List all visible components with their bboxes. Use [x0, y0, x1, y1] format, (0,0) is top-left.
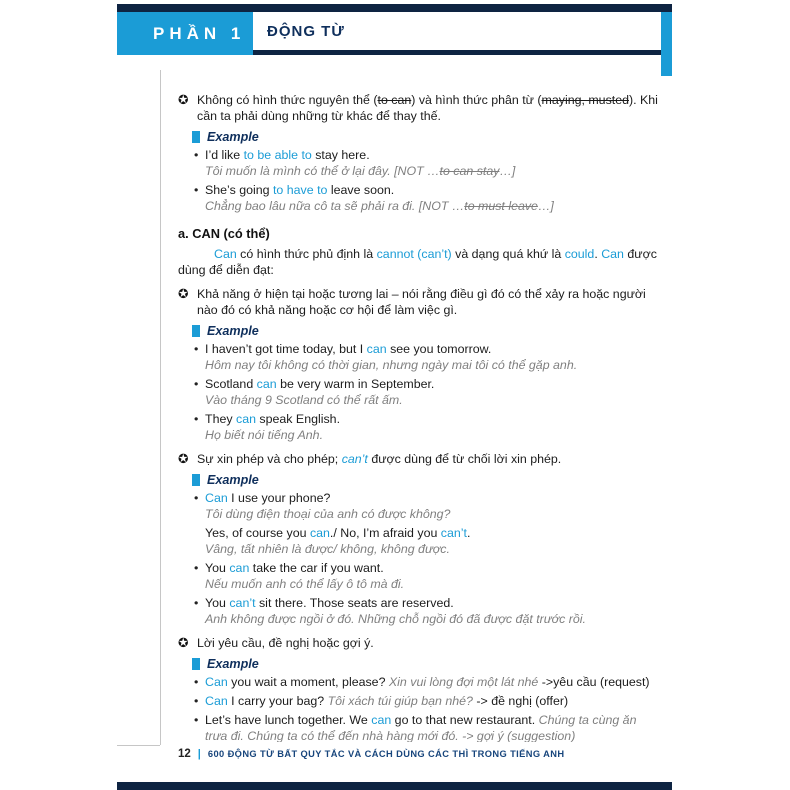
text-segment: you wait a moment, please? — [227, 675, 389, 689]
star-bullet-icon: ✪ — [178, 452, 189, 466]
text-segment: can — [236, 412, 256, 426]
sentence-line — [205, 182, 658, 198]
example-label-text: Example — [207, 657, 259, 671]
example-item-lines — [205, 712, 658, 742]
text-segment: …] — [537, 199, 554, 213]
text-segment: I’d like — [205, 148, 244, 162]
header-band — [117, 12, 672, 55]
text-segment: I carry your bag? — [227, 694, 328, 708]
text-segment: to be able to — [243, 148, 312, 162]
paragraph — [178, 246, 658, 278]
bullet-icon: • — [194, 377, 199, 391]
example-label — [192, 656, 658, 672]
chapter-title-box — [253, 12, 661, 50]
bullet-icon: • — [194, 675, 199, 689]
example-item — [194, 341, 658, 373]
example-item-lines — [205, 490, 658, 522]
bullet-icon: • — [194, 561, 199, 575]
translation-line — [205, 541, 658, 557]
sentence-line — [205, 490, 658, 506]
page-content — [178, 84, 658, 742]
text-segment: cannot (can’t) — [376, 247, 452, 261]
text-segment: Can — [205, 675, 228, 689]
text-segment: Chúng ta cùng ăn trưa đi. Chúng ta có thể đến nhà hàng mới đó. -> gợi ý (suggestion) — [205, 713, 637, 742]
text-segment: Tôi muốn là mình có thể ở lại đây. [NOT … — [205, 164, 440, 178]
example-item-lines — [205, 693, 658, 709]
text-segment: và dạng quá khứ là — [451, 247, 565, 261]
text-segment: to must leave — [464, 199, 538, 213]
text-segment: Scotland — [205, 377, 257, 391]
text-segment: to can stay — [439, 164, 500, 178]
text-segment: Tôi dùng điện thoại của anh có được không? — [205, 507, 451, 521]
text-segment: được dùng để từ chối lời xin phép. — [367, 452, 562, 466]
text-segment: I haven’t got time today, but I — [205, 342, 367, 356]
example-item — [194, 560, 658, 592]
text-segment: Chẳng bao lâu nữa cô ta sẽ phải ra đi. [NOT … — [205, 199, 465, 213]
note-text — [197, 287, 646, 317]
text-segment: speak English. — [255, 412, 341, 426]
text-segment: Không có hình thức nguyên thể ( — [197, 93, 378, 107]
text-segment: được dùng để diễn đạt: — [178, 247, 657, 277]
text-segment: ). Khi cần ta phải dùng những từ khác để thay thế. — [197, 93, 658, 123]
example-label-text: Example — [207, 473, 259, 487]
bullet-icon: • — [194, 596, 199, 610]
text-segment: Lời yêu cầu, đề nghị hoặc gợi ý. — [197, 636, 374, 650]
text-segment: Họ biết nói tiếng Anh. — [205, 428, 324, 442]
example-item-lines — [205, 411, 658, 443]
text-segment: can — [366, 342, 387, 356]
text-segment: ./ No, I’m afraid you — [329, 526, 441, 540]
sentence-line — [205, 712, 658, 742]
example-marker-icon — [192, 474, 200, 486]
text-segment: . — [594, 247, 602, 261]
text-segment: can’t — [229, 596, 256, 610]
example-item-lines — [205, 525, 658, 557]
text-segment: ) và hình thức phân từ ( — [411, 93, 542, 107]
sentence-line — [205, 674, 658, 690]
translation-line — [205, 198, 658, 214]
text-segment: Nếu muốn anh có thể lấy ô tô mà đi. — [205, 577, 405, 591]
note-paragraph — [178, 635, 658, 651]
translation-line — [205, 427, 658, 443]
text-segment: stay here. — [311, 148, 370, 162]
text-segment: -> đề nghị (offer) — [472, 694, 569, 708]
example-item-lines — [205, 376, 658, 408]
example-marker-icon — [192, 325, 200, 337]
sentence-line — [205, 411, 658, 427]
section-heading — [178, 226, 658, 242]
text-segment: Can — [214, 247, 237, 261]
text-segment: could — [564, 247, 595, 261]
example-item — [194, 693, 658, 709]
text-segment: có hình thức phủ định là — [236, 247, 377, 261]
text-segment: Can — [601, 247, 624, 261]
text-segment: can — [309, 526, 330, 540]
example-item-lines — [205, 674, 658, 690]
translation-line — [205, 506, 658, 522]
example-item — [194, 147, 658, 179]
text-segment: sit there. Those seats are reserved. — [255, 596, 454, 610]
example-item — [194, 674, 658, 690]
bullet-icon: • — [194, 148, 199, 162]
bullet-icon: • — [194, 183, 199, 197]
text-segment: a. CAN (có thể) — [178, 226, 270, 241]
translation-line — [205, 611, 658, 627]
text-segment: …] — [499, 164, 516, 178]
text-segment: maying, musted — [541, 93, 629, 107]
text-segment: Vâng, tất nhiên là được/ không, không được. — [205, 542, 450, 556]
text-segment: You — [205, 596, 230, 610]
example-item-lines — [205, 341, 658, 373]
note-paragraph — [178, 451, 658, 467]
text-segment: She’s going — [205, 183, 273, 197]
title-underline — [253, 50, 661, 55]
chapter-title: ĐỘNG TỪ — [267, 22, 345, 40]
bullet-icon: • — [194, 713, 199, 727]
text-segment: Let’s have lunch together. We — [205, 713, 372, 727]
text-segment: leave soon. — [327, 183, 395, 197]
note-text — [197, 93, 658, 123]
example-item-lines — [205, 595, 658, 627]
example-label — [192, 472, 658, 488]
translation-line — [205, 576, 658, 592]
note-text — [197, 636, 374, 650]
sentence-line — [205, 341, 658, 357]
star-bullet-icon: ✪ — [178, 636, 189, 650]
text-segment: Sự xin phép và cho phép; — [197, 452, 342, 466]
header-right-tab — [661, 12, 672, 76]
text-segment: can — [371, 713, 392, 727]
text-segment: to can — [377, 93, 412, 107]
text-segment: You — [205, 561, 230, 575]
footer-book-title: 600 ĐỘNG TỪ BẤT QUY TẮC VÀ CÁCH DÙNG CÁC THÌ TRONG TIẾNG ANH — [207, 749, 565, 759]
sentence-line — [205, 595, 658, 611]
text-segment: Vào tháng 9 Scotland có thể rất ấm. — [205, 393, 403, 407]
content-blocks — [178, 92, 658, 742]
star-bullet-icon: ✪ — [178, 93, 189, 107]
translation-line — [205, 357, 658, 373]
text-segment: take the car if you want. — [249, 561, 384, 575]
sentence-line — [205, 376, 658, 392]
sentence-line — [205, 147, 658, 163]
bullet-icon: • — [194, 694, 199, 708]
text-segment: They — [205, 412, 236, 426]
example-marker-icon — [192, 131, 200, 143]
example-item — [194, 712, 658, 742]
example-item-lines — [205, 560, 658, 592]
note-paragraph — [178, 92, 658, 124]
text-segment: . — [466, 526, 471, 540]
page-number: 12 — [178, 748, 191, 760]
example-marker-icon — [192, 658, 200, 670]
example-item — [194, 490, 658, 522]
text-segment: to have to — [272, 183, 328, 197]
footer-separator: | — [197, 748, 201, 760]
header-top-strip — [117, 4, 672, 12]
sentence-line — [205, 693, 658, 709]
bottom-margin-rule — [117, 745, 160, 746]
note-text — [197, 452, 561, 466]
example-label-text: Example — [207, 130, 259, 144]
bottom-navy-bar — [117, 782, 672, 790]
text-segment: go to that new restaurant. — [391, 713, 539, 727]
text-segment: I use your phone? — [227, 491, 331, 505]
text-segment: can — [256, 377, 277, 391]
text-segment: can — [229, 561, 250, 575]
text-segment: be very warm in September. — [276, 377, 435, 391]
text-segment: Can — [205, 491, 228, 505]
text-segment: Yes, of course you — [205, 526, 310, 540]
bullet-icon: • — [194, 412, 199, 426]
text-segment: Khả năng ở hiện tại hoặc tương lai – nói rằng điều gì đó có thể xảy ra hoặc người nào đó có khả năng hoặc cơ hội để làm việc gì. — [197, 287, 646, 317]
example-item-lines — [205, 147, 658, 179]
translation-line — [205, 392, 658, 408]
text-segment: ->yêu cầu (request) — [538, 675, 650, 689]
sentence-line — [205, 525, 658, 541]
example-item-lines — [205, 182, 658, 214]
example-item — [194, 376, 658, 408]
example-item — [194, 182, 658, 214]
text-segment: Hôm nay tôi không có thời gian, nhưng ngày mai tôi có thể gặp anh. — [205, 358, 578, 372]
text-segment: Can — [205, 694, 228, 708]
text-segment: Tôi xách túi giúp bạn nhé? — [327, 694, 473, 708]
example-item — [194, 411, 658, 443]
text-segment: can’t — [440, 526, 467, 540]
bullet-icon: • — [194, 491, 199, 505]
part-label: PHẦN 1 — [153, 23, 246, 43]
chapter-header — [117, 4, 672, 55]
example-label — [192, 129, 658, 145]
note-paragraph — [178, 286, 658, 318]
text-segment: Anh không được ngồi ở đó. Những chỗ ngồi đó đã được đặt trước rồi. — [205, 612, 586, 626]
example-label — [192, 323, 658, 339]
text-segment: see you tomorrow. — [386, 342, 492, 356]
text-segment: can’t — [341, 452, 368, 466]
bullet-icon: • — [194, 342, 199, 356]
text-segment: Xin vui lòng đợi một lát nhé — [388, 675, 539, 689]
example-label-text: Example — [207, 324, 259, 338]
star-bullet-icon: ✪ — [178, 287, 189, 301]
translation-line — [205, 163, 658, 179]
example-item — [194, 595, 658, 627]
example-item — [194, 525, 658, 557]
left-margin-rule — [160, 70, 161, 745]
sentence-line — [205, 560, 658, 576]
page-footer — [178, 748, 564, 760]
